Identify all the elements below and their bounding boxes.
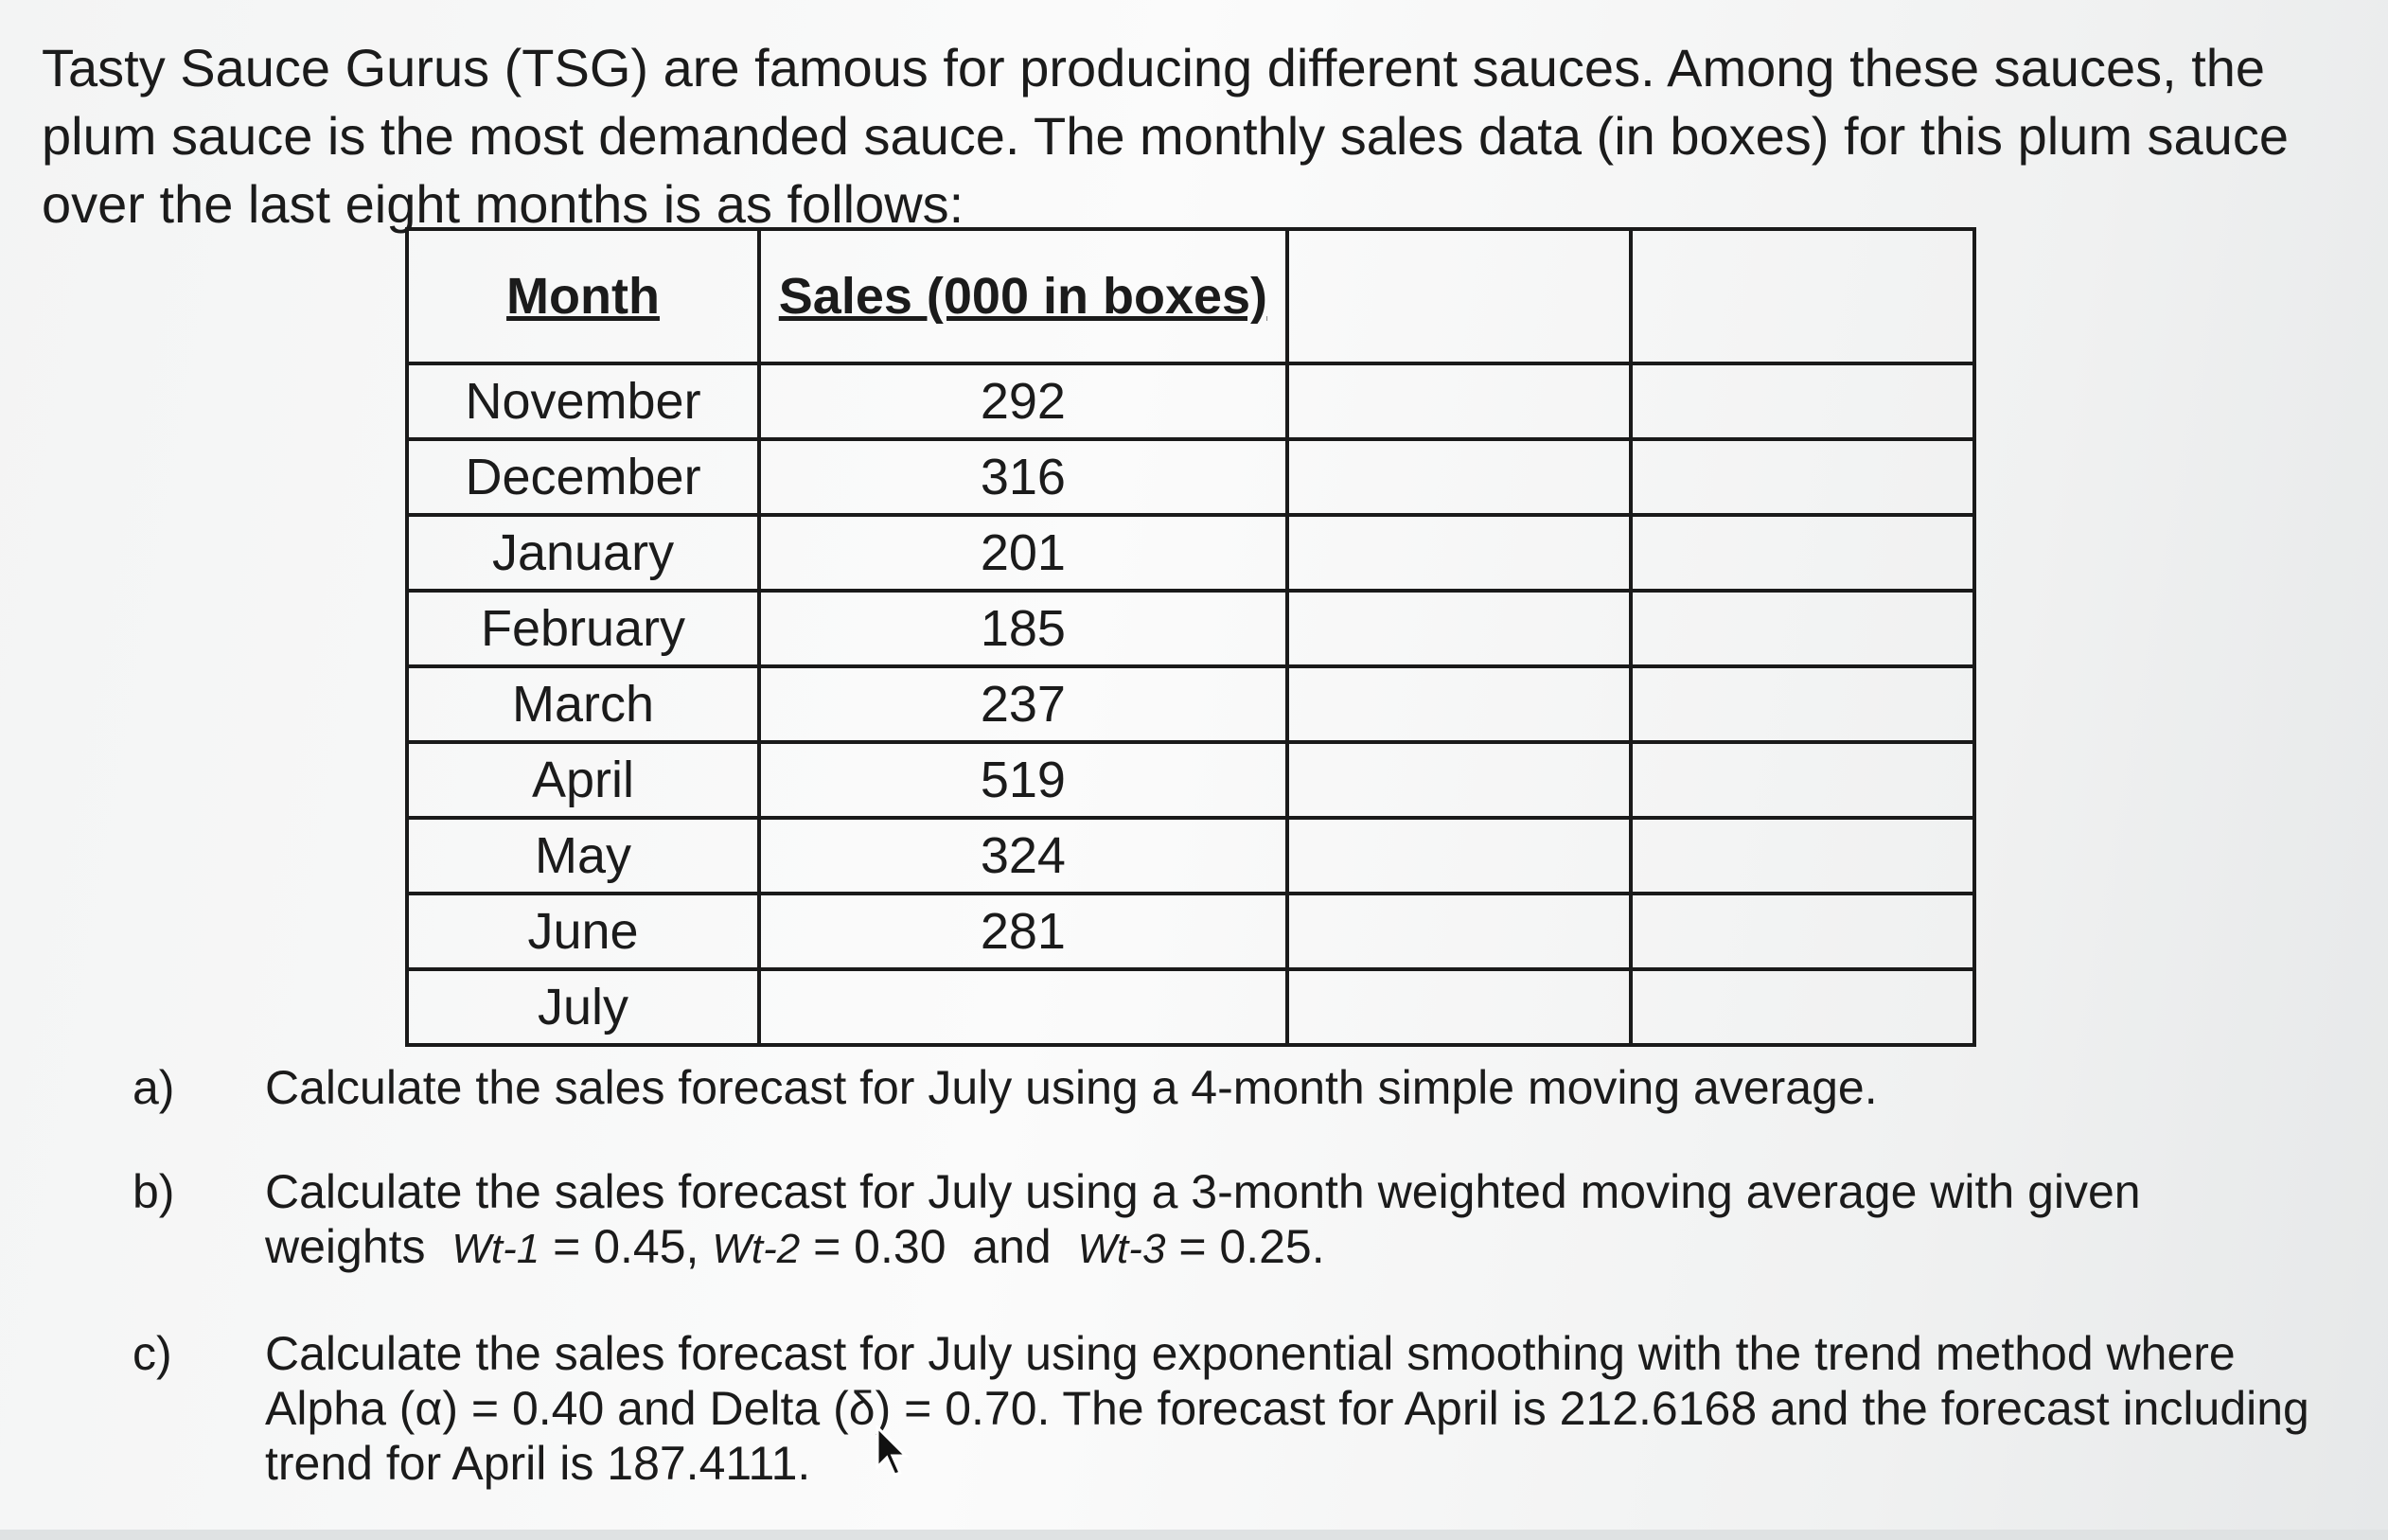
weights-and: and [972,1220,1052,1273]
month-cell: May [407,818,759,894]
intro-paragraph: Tasty Sauce Gurus (TSG) are famous for producing different sauces. Among these sauces, the plum sauce is the most demanded sauce. The monthly sales data (in boxes) for this plum sauce over the last eight months is as follows: [42,38,2289,234]
table-row [407,363,1974,439]
table-row [407,439,1974,515]
sales-table [405,227,1976,1047]
question-c [133,1326,2338,1491]
blank-cell [1631,363,1974,439]
sales-cell: 324 [759,818,1287,894]
question-letter: c) [133,1327,172,1380]
blank-cell [1287,439,1631,515]
table-row [407,591,1974,666]
weights-prefix: weights [265,1220,426,1273]
blank-cell [1287,666,1631,742]
table-row [407,894,1974,969]
weight-value: = 0.25. [1165,1220,1325,1273]
header-blank-4 [1631,229,1974,363]
weight-symbol: Wt-1 [451,1226,540,1272]
blank-cell [1287,894,1631,969]
table-row [407,666,1974,742]
header-blank-3 [1287,229,1631,363]
sales-cell: 185 [759,591,1287,666]
weight-value: = 0.30 [800,1220,946,1273]
blank-cell [1287,591,1631,666]
blank-cell [1287,515,1631,591]
month-cell: November [407,363,759,439]
sales-cell [759,969,1287,1045]
mouse-pointer-icon [876,1425,913,1478]
question-text-block [265,1164,2338,1277]
question-text: Calculate the sales forecast for July using a 4-month simple moving average. [265,1061,1878,1114]
sales-cell: 201 [759,515,1287,591]
table-row [407,515,1974,591]
table-row [407,742,1974,818]
question-b [133,1164,2338,1277]
blank-cell [1631,439,1974,515]
month-cell: July [407,969,759,1045]
question-a [133,1060,2338,1115]
table-header-row [407,229,1974,363]
question-letter: a) [133,1061,175,1114]
question-list [133,1060,2338,1540]
question-text: Calculate the sales forecast for July using exponential smoothing with the trend method where Alpha (α) = 0.40 and Delta (δ) = 0.70. The forecast for April is 212.6168 and the forecast including trend for April is 187.4111. [265,1327,2309,1490]
blank-cell [1631,742,1974,818]
blank-cell [1631,515,1974,591]
sales-cell: 237 [759,666,1287,742]
question-letter: b) [133,1165,175,1218]
weight-symbol: Wt-3 [1077,1226,1166,1272]
blank-cell [1287,818,1631,894]
table-row [407,969,1974,1045]
month-cell: June [407,894,759,969]
blank-cell [1287,742,1631,818]
sales-cell: 281 [759,894,1287,969]
header-sales: Sales (000 in boxes) [759,229,1287,363]
blank-cell [1631,666,1974,742]
sales-cell: 316 [759,439,1287,515]
month-cell: January [407,515,759,591]
blank-cell [1287,969,1631,1045]
blank-cell [1631,894,1974,969]
month-cell: April [407,742,759,818]
blank-cell [1631,969,1974,1045]
header-month: Month [407,229,759,363]
sales-cell: 519 [759,742,1287,818]
blank-cell [1631,591,1974,666]
weight-value: = 0.45, [540,1220,713,1273]
month-cell: February [407,591,759,666]
table-row [407,818,1974,894]
weight-symbol: Wt-2 [712,1226,801,1272]
question-text: Calculate the sales forecast for July using a 3-month weighted moving average with given [265,1165,2141,1218]
blank-cell [1287,363,1631,439]
sales-cell: 292 [759,363,1287,439]
month-cell: March [407,666,759,742]
month-cell: December [407,439,759,515]
blank-cell [1631,818,1974,894]
